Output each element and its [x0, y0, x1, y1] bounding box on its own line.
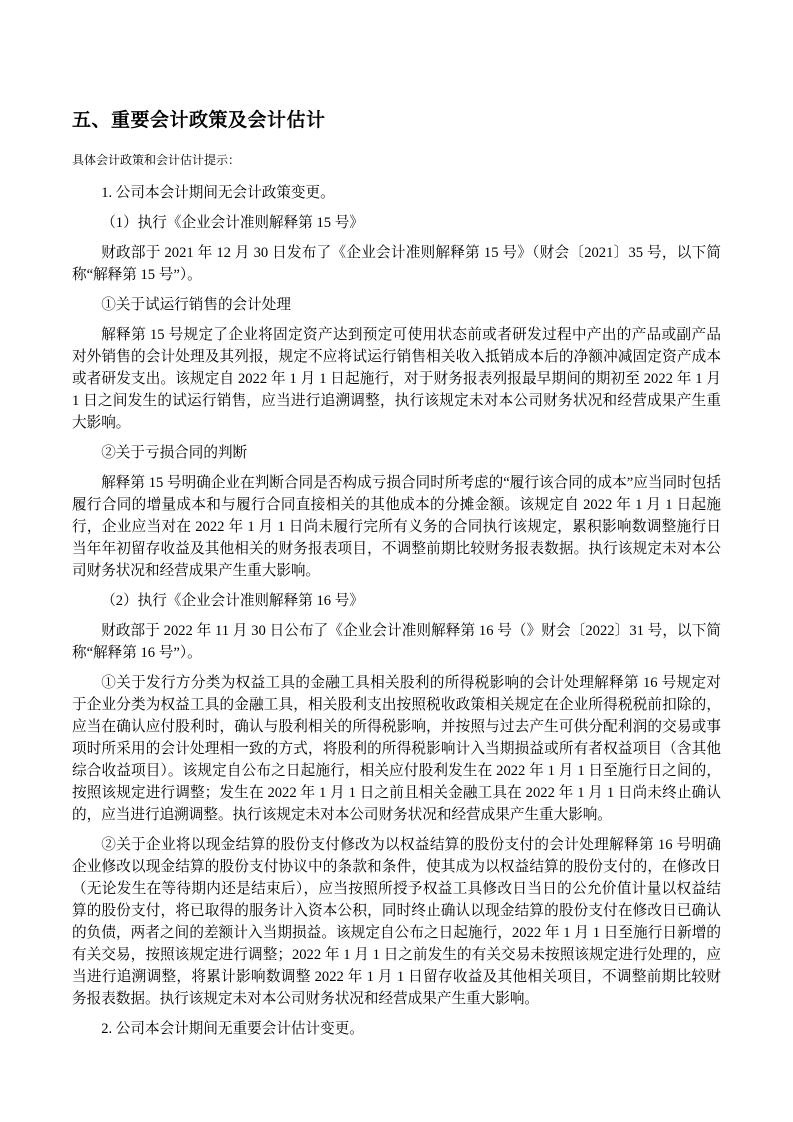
paragraph: 解释第 15 号规定了企业将固定资产达到预定可使用状态前或者研发过程中产出的产品或副产品对外销售的会计处理及其列报，规定不应将试运行销售相关收入抵销成本后的净额冲减固定资产成本或者研发支出。该规定自 2022 年 1 月 1 日起施行，对于财务报表列报最早期间的期初至 2022 年 1 月 1 日之间发生的试运行销售，应当进行追溯调整，执行该规定未对本公司财务状况和经营成果产生重大影响。 — [72, 327, 721, 431]
paragraph: 1. 公司本会计期间无会计政策变更。 — [101, 185, 335, 201]
paragraph: ①关于发行方分类为权益工具的金融工具相关股利的所得税影响的会计处理解释第 16 号规定对于企业分类为权益工具的金融工具，相关股利支出按照税收政策相关规定在企业所得税税前扣除的，应当在确认应付股利时，确认与股利相关的所得税影响，并按照与过去产生可供分配利润的交易或事项时所采用的会计处理相一致的方式，将股利的所得税影响计入当期损益或所有者权益项目（含其他综合收益项目）。该规定自公布之日起施行，相关应付股利发生在 2022 年 1 月 1 日至施行日之间的，按照该规定进行调整；发生在 2022 年 1 月 1 日之前且相关金融工具在 2022 年 1 月 1 日尚未终止确认的，应当进行追溯调整。执行该规定未对本公司财务状况和经营成果产生重大影响。 — [72, 675, 721, 823]
paragraph: 财政部于 2021 年 12 月 30 日发布了《企业会计准则解释第 15 号》（财会〔2021〕35 号，以下简称“解释第 15 号”）。 — [72, 245, 721, 283]
paragraph: （1）执行《企业会计准则解释第 15 号》 — [101, 215, 364, 231]
paragraph: 解释第 15 号明确企业在判断合同是否构成亏损合同时所考虑的“履行该合同的成本”应当同时包括履行合同的增量成本和与履行合同直接相关的其他成本的分摊金额。该规定自 2022 年 1 月 1 日起施行，企业应当对在 2022 年 1 月 1 日尚未履行完所有义务的合同执行该规定，累积影响数调整施行日当年年初留存收益及其他相关的财务报表项目，不调整前期比较财务报表数据。执行该规定未对本公司财务状况和经营成果产生重大影响。 — [72, 475, 721, 579]
section-heading: 五、重要会计政策及会计估计 — [72, 110, 326, 131]
paragraph: （2）执行《企业会计准则解释第 16 号》 — [101, 593, 364, 609]
paragraph: ①关于试运行销售的会计处理 — [101, 297, 291, 313]
paragraph: ②关于亏损合同的判断 — [101, 445, 248, 461]
paragraph: ②关于企业将以现金结算的股份支付修改为以权益结算的股份支付的会计处理解释第 16 号明确企业修改以现金结算的股份支付协议中的条款和条件，使其成为以权益结算的股份支付的，在修改日（无论发生在等待期内还是结束后），应当按照所授予权益工具修改日当日的公允价值计量以权益结算的股份支付，将已取得的服务计入资本公积，同时终止确认以现金结算的股份支付在修改日已确认的负债，两者之间的差额计入当期损益。该规定自公布之日起施行，2022 年 1 月 1 日至施行日新增的有关交易，按照该规定进行调整；2022 年 1 月 1 日之前发生的有关交易未按照该规定进行处理的，应当进行追溯调整，将累计影响数调整 2022 年 1 月 1 日留存收益及其他相关项目，不调整前期比较财务报表数据。执行该规定未对本公司财务状况和经营成果产生重大影响。 — [72, 837, 721, 1007]
document-body — [72, 182, 721, 1040]
paragraph: 2. 公司本会计期间无重要会计估计变更。 — [101, 1021, 364, 1037]
paragraph: 财政部于 2022 年 11 月 30 日公布了《企业会计准则解释第 16 号（》财会〔2022〕31 号，以下简称“解释第 16 号”）。 — [72, 623, 721, 661]
policy-note: 具体会计政策和会计估计提示： — [72, 153, 241, 167]
